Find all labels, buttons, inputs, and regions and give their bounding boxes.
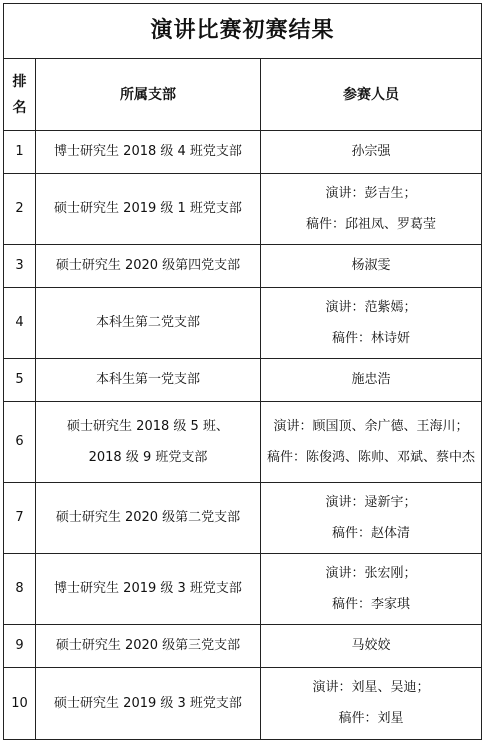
branch-header: 所属支部 (36, 59, 261, 131)
rank-cell: 10 (4, 668, 36, 740)
branch-cell-line: 博士研究生 2018 级 4 班党支部 (54, 144, 242, 159)
table-row (4, 554, 482, 625)
participants-cell-line: 稿件：赵体清 (331, 525, 410, 541)
participants-cell-line: 演讲：逯新宇； (325, 494, 417, 510)
rank-cell: 5 (4, 359, 36, 402)
branch-cell-line: 硕士研究生 2019 级 1 班党支部 (54, 201, 242, 216)
table-row (4, 668, 482, 740)
participants-cell (261, 359, 482, 402)
table-row (4, 625, 482, 668)
branch-cell (36, 288, 261, 359)
participants-cell-line: 演讲：范紫嫣； (325, 299, 417, 315)
branch-cell-line: 本科生第一党支部 (95, 372, 200, 387)
participants-cell (261, 554, 482, 625)
branch-cell-line: 2018 级 9 班党支部 (88, 449, 208, 465)
participants-cell-line: 演讲：彭吉生； (325, 185, 417, 201)
participants-cell (261, 483, 482, 554)
rank-cell: 9 (4, 625, 36, 668)
results-table-container (3, 3, 481, 740)
branch-cell-line: 本科生第二党支部 (95, 315, 200, 330)
participants-cell-line: 演讲：刘星、吴迪； (312, 680, 430, 695)
branch-cell (36, 131, 261, 174)
participants-cell (261, 625, 482, 668)
branch-cell (36, 668, 261, 740)
header-row (4, 59, 482, 131)
participants-cell-line: 稿件：林诗妍 (331, 330, 410, 346)
participants-cell-line: 稿件：陈俊鸿、陈帅、邓斌、蔡中杰 (267, 449, 476, 465)
participants-cell-line: 马姣姣 (351, 638, 391, 653)
participants-cell (261, 288, 482, 359)
table-row (4, 131, 482, 174)
participants-cell (261, 245, 482, 288)
participants-cell-line: 稿件：刘星 (338, 711, 404, 726)
rank-header: 排名 (4, 59, 36, 131)
table-row (4, 359, 482, 402)
results-table (3, 3, 482, 740)
branch-cell-line: 博士研究生 2019 级 3 班党支部 (54, 581, 242, 596)
participants-cell (261, 131, 482, 174)
participants-cell (261, 402, 482, 483)
table-row (4, 245, 482, 288)
branch-cell-line: 硕士研究生 2020 级第二党支部 (55, 510, 241, 525)
branch-cell-line: 硕士研究生 2018 级 5 班、 (67, 418, 229, 434)
branch-cell (36, 402, 261, 483)
branch-cell-line: 硕士研究生 2020 级第三党支部 (55, 638, 241, 653)
participants-cell (261, 668, 482, 740)
participants-cell (261, 174, 482, 245)
rank-cell: 2 (4, 174, 36, 245)
participants-cell-line: 演讲：张宏刚； (325, 565, 417, 581)
participants-cell-line: 杨淑雯 (351, 258, 391, 273)
rank-cell: 8 (4, 554, 36, 625)
branch-cell (36, 174, 261, 245)
participants-cell-line: 稿件：邱祖凤、罗葛莹 (305, 216, 436, 232)
branch-cell (36, 625, 261, 668)
participants-header: 参赛人员 (261, 59, 482, 131)
table-row (4, 402, 482, 483)
branch-cell (36, 359, 261, 402)
table-title: 演讲比赛初赛结果 (4, 4, 482, 59)
table-row (4, 288, 482, 359)
rank-cell: 4 (4, 288, 36, 359)
branch-cell (36, 483, 261, 554)
rank-cell: 6 (4, 402, 36, 483)
table-row (4, 174, 482, 245)
rank-cell: 3 (4, 245, 36, 288)
table-row (4, 483, 482, 554)
branch-cell-line: 硕士研究生 2020 级第四党支部 (55, 258, 241, 273)
branch-cell (36, 554, 261, 625)
table-body (4, 131, 482, 740)
participants-cell-line: 演讲：顾国顶、余广德、王海川； (273, 418, 469, 434)
rank-cell: 1 (4, 131, 36, 174)
participants-cell-line: 稿件：李家琪 (331, 596, 410, 612)
branch-cell-line: 硕士研究生 2019 级 3 班党支部 (54, 695, 242, 711)
branch-cell (36, 245, 261, 288)
participants-cell-line: 孙宗强 (351, 144, 391, 159)
participants-cell-line: 施忠浩 (351, 372, 391, 387)
rank-cell: 7 (4, 483, 36, 554)
